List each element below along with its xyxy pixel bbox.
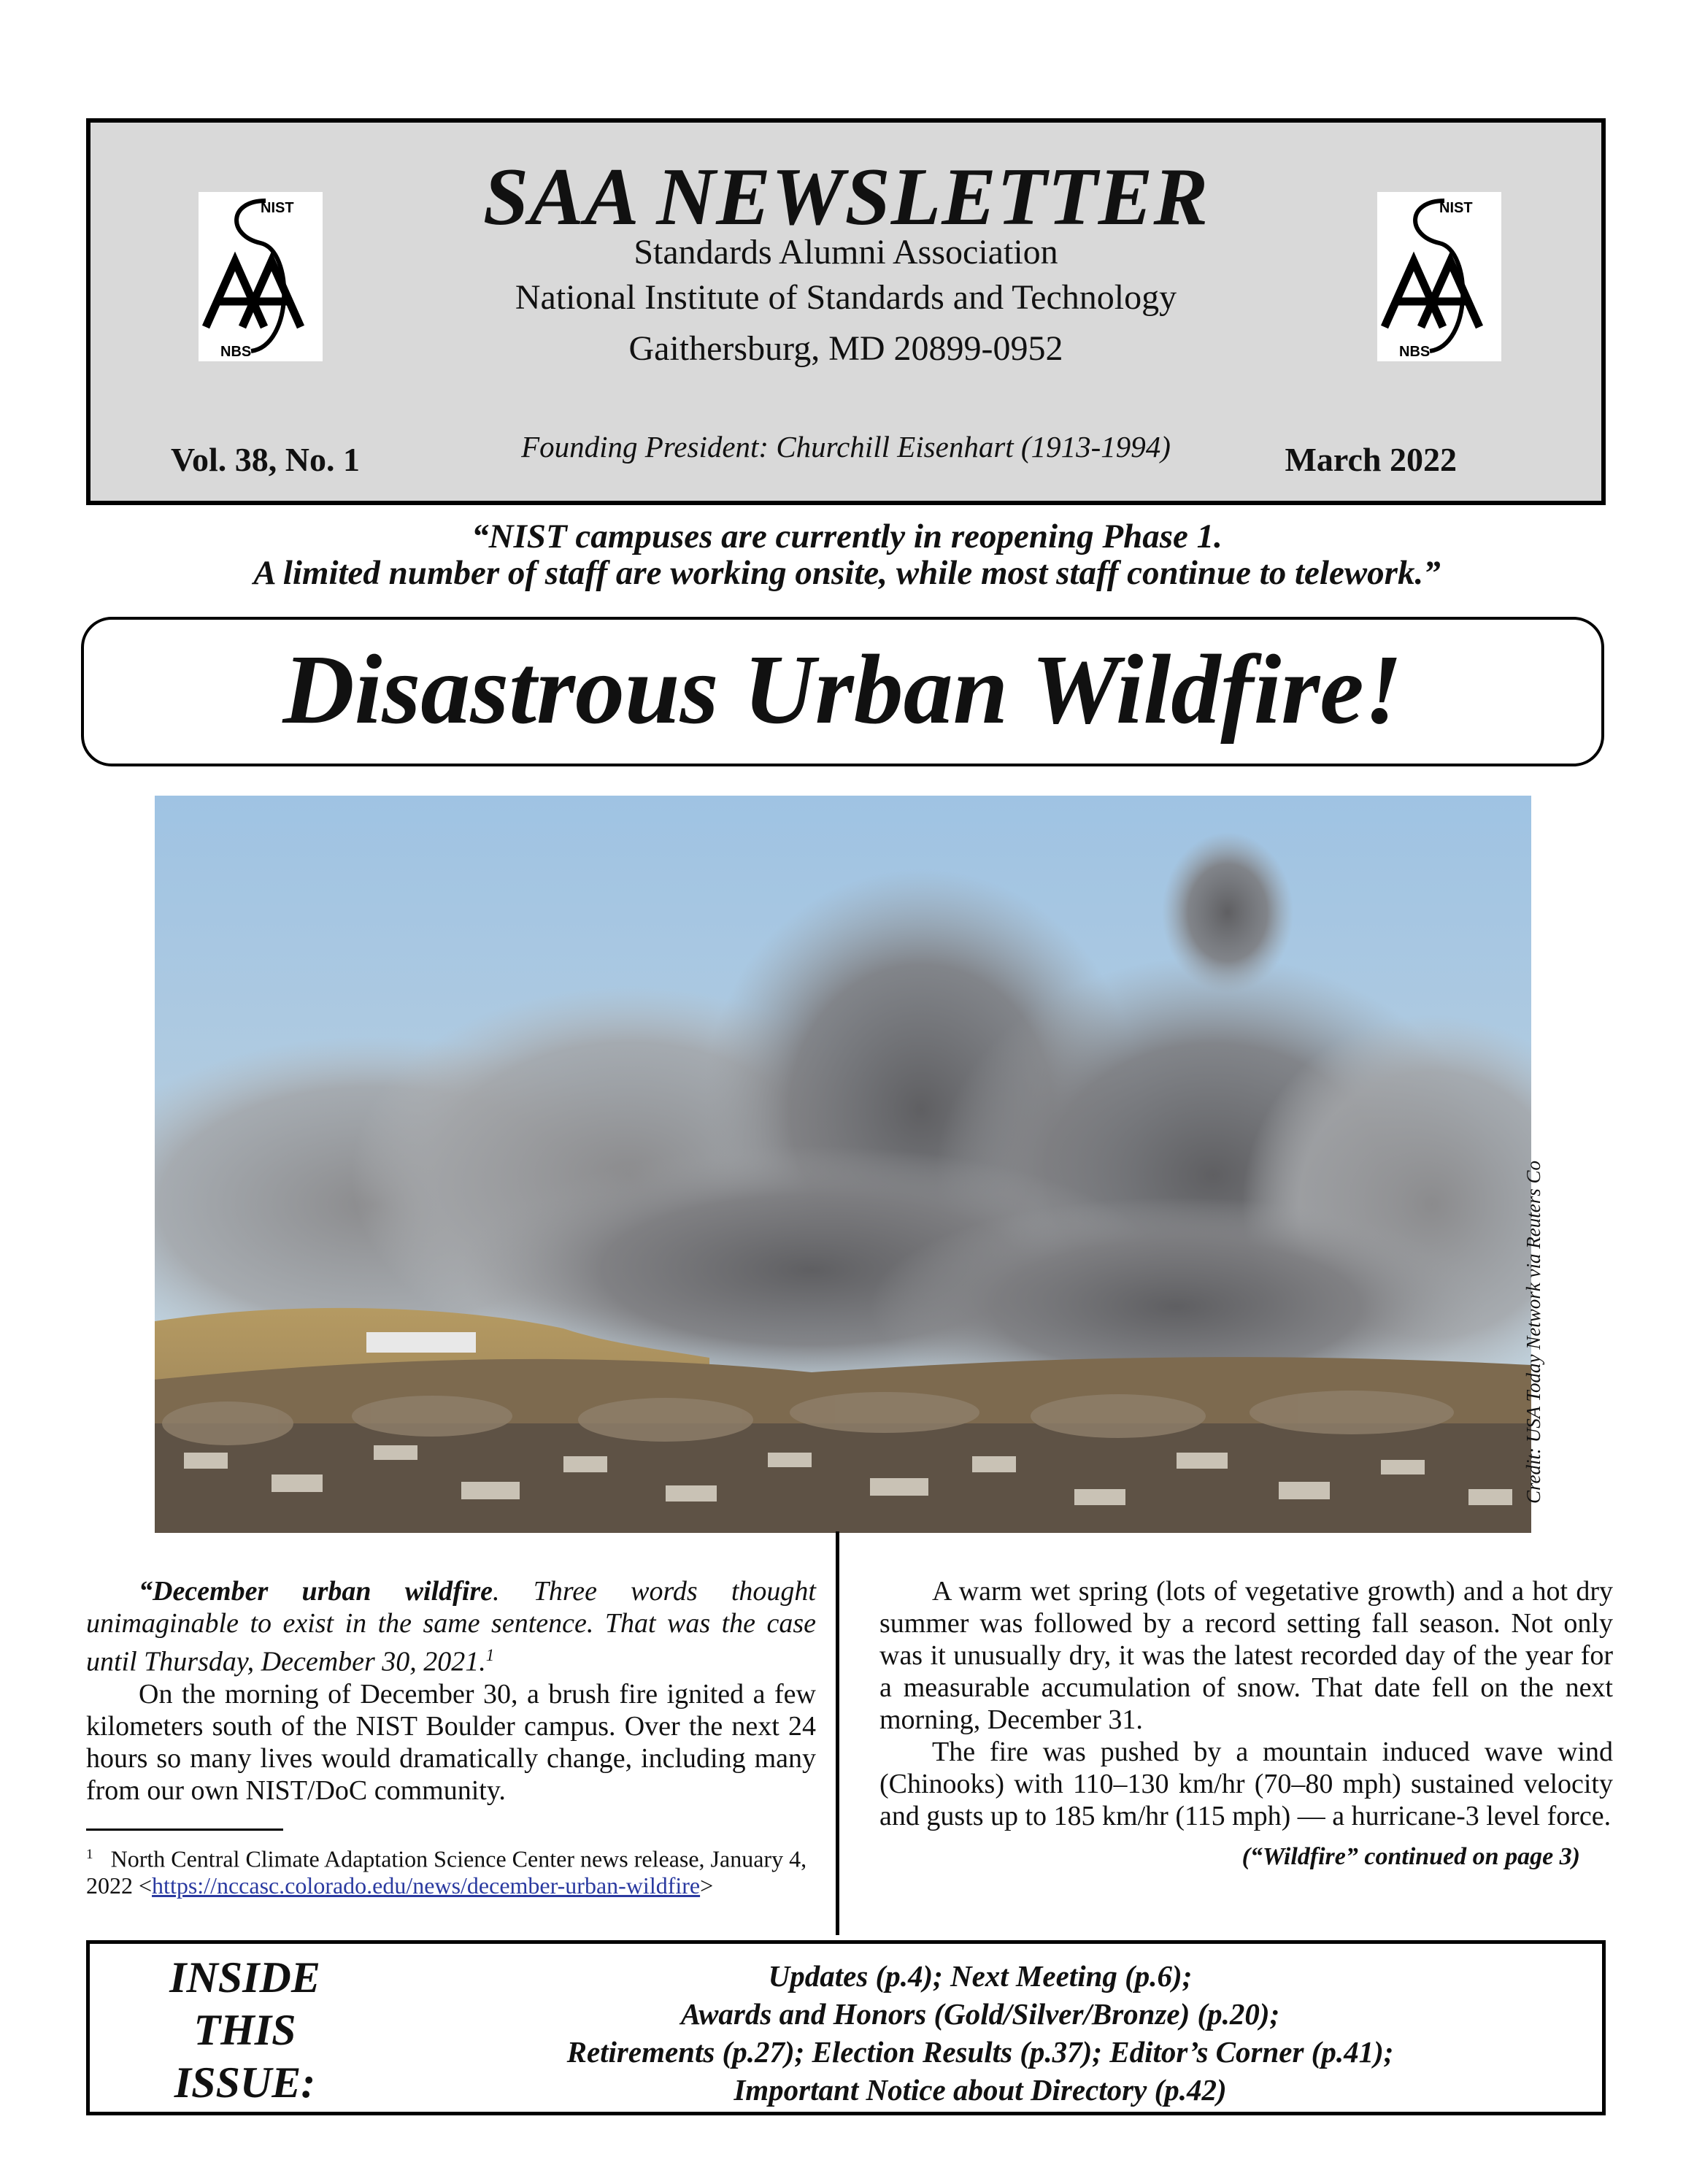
inside-this-issue-title: INSIDE THIS ISSUE: (169, 1953, 320, 2107)
footnote (86, 1841, 816, 1900)
inside-this-issue-list (382, 1957, 1579, 2109)
article-right-column (879, 1575, 1613, 1873)
org-name: Standards Alumni Association (634, 233, 1058, 272)
inside-this-issue-box (86, 1940, 1606, 2115)
volume-number: Vol. 38, No. 1 (171, 441, 360, 478)
headline-box (81, 617, 1604, 766)
article-paragraph: The fire was pushed by a mountain induced wave wind (Chinooks) with 110–130 km/hr (70–80 mph) sustained velocity and gusts up to 185 km/hr (115 mph) — a hurricane-3 level force. (879, 1737, 1613, 1831)
article-paragraph: On the morning of December 30, a brush fire ignited a few kilometers south of the NIST Boulder campus. Over the next 24 hours so many lives would dramatically change, including many from our own NIST/DoC community. (86, 1678, 816, 1806)
svg-text:NBS: NBS (1399, 344, 1431, 360)
article-lead-paragraph (86, 1575, 816, 1678)
article-left-column (86, 1575, 816, 1899)
svg-text:NIST: NIST (1439, 200, 1473, 216)
contents-line[interactable]: Retirements (p.27); Election Results (p.37); Editor’s Corner (p.41); (566, 2035, 1394, 2069)
newsletter-title: SAA NEWSLETTER (482, 152, 1209, 242)
contents-line[interactable]: Important Notice about Directory (p.42) (734, 2073, 1227, 2107)
footnote-number: 1 (86, 1846, 93, 1862)
footnote-text: North Central Climate Adaptation Science Center news release, January 4, 2022 < (86, 1845, 807, 1899)
reopening-quote-line1: “NIST campuses are currently in reopening Phase 1. (471, 518, 1223, 555)
founding-president: Founding President: Churchill Eisenhart (1913-1994) (521, 430, 1171, 464)
wildfire-photo (155, 796, 1531, 1533)
column-divider (836, 1531, 839, 1935)
footnote-end: > (700, 1872, 714, 1899)
contents-line[interactable]: Updates (p.4); Next Meeting (p.6); (768, 1959, 1193, 1993)
article-paragraph: A warm wet spring (lots of vegetative growth) and a hot dry summer was followed by a record setting fall season. Not only was it unusually dry, it was the latest recorded day of the year for a measurable accumulation of snow. That date fell on the next morning, December 31. (879, 1576, 1613, 1735)
svg-text:NBS: NBS (220, 344, 252, 360)
svg-text:NIST: NIST (261, 200, 294, 216)
article-lead-phrase: “December urban wildfire (139, 1576, 493, 1607)
address: Gaithersburg, MD 20899-0952 (628, 329, 1063, 368)
footnote-ref: 1 (485, 1646, 495, 1664)
footnote-link[interactable]: https://nccasc.colorado.edu/news/december-urban-wildfire (152, 1872, 701, 1899)
institute-name: National Institute of Standards and Technology (515, 278, 1177, 317)
issue-date: March 2022 (1285, 441, 1457, 478)
masthead (86, 118, 1606, 505)
footnote-rule (86, 1829, 283, 1831)
contents-line[interactable]: Awards and Honors (Gold/Silver/Bronze) (p.20); (680, 1997, 1280, 2031)
headline: Disastrous Urban Wildfire! (282, 635, 1403, 745)
photo-credit: Credit: USA Today Network via Reuters Co (1522, 1161, 1544, 1504)
reopening-quote-line2: A limited number of staff are working onsite, while most staff continue to telework.” (253, 554, 1441, 592)
article-lead-text: . Three words thought unimaginable to exist in the same sentence. That was the case until Thursday, December 30, 2021. (86, 1576, 816, 1677)
continued-note: (“Wildfire” continued on page 3) (1241, 1843, 1580, 1870)
